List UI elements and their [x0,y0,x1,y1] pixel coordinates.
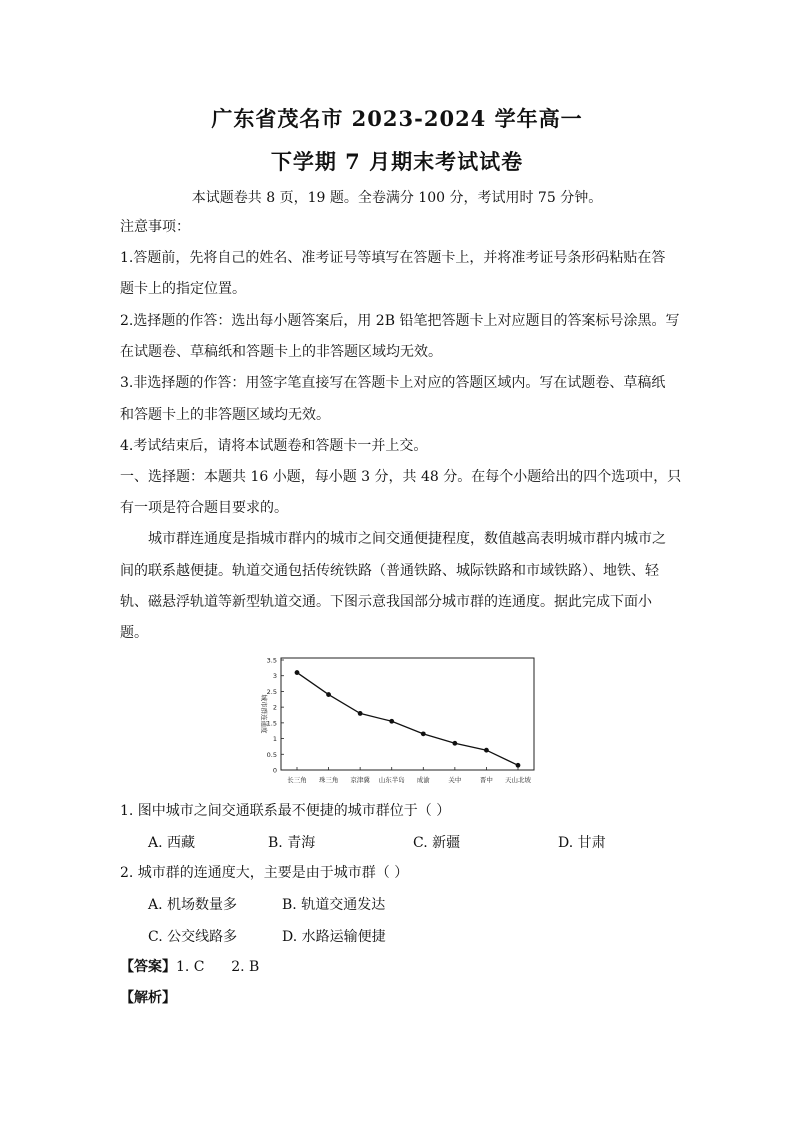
y-tick-label: 2.5 [266,687,277,696]
note-line: 题卡上的指定位置。 [120,281,246,297]
note-line: 4.考试结束后，请将本试题卷和答题卡一并上交。 [120,438,428,454]
note-line: 1.答题前，先将自己的姓名、准考证号等填写在答题卡上，并将准考证号条形码粘贴在答 [120,250,666,266]
data-point [452,741,457,746]
data-point [295,670,300,675]
y-tick-label: 3 [272,672,277,681]
note-line: 和答题卡上的非答题区域均无效。 [120,407,330,423]
title-line-1: 广东省茂名市 2023-2024 学年高一 [211,106,583,131]
chart-frame [281,658,534,770]
passage-line: 城市群连通度是指城市群内的城市之间交通便捷程度，数值越高表明城市群内城市之 [148,531,666,547]
data-point [389,719,394,724]
q1-option-d[interactable]: D. 甘肃 [558,835,606,851]
q1-option-c[interactable]: C. 新疆 [413,835,461,851]
x-tick-label: 成渝 [416,776,430,784]
notes-heading: 注意事项： [120,219,190,235]
question-2-stem: 2. 城市群的连通度大，主要是由于城市群（ ） [120,865,409,881]
note-line: 2.选择题的作答：选出每小题答案后，用 2B 铅笔把答题卡上对应题目的答案标号涂黑。写 [120,313,680,329]
q2-option-a[interactable]: A. 机场数量多 [148,897,238,913]
data-point [484,748,489,753]
y-tick-label: 0 [272,766,277,775]
y-tick-label: 3.5 [266,656,277,665]
title-line-2: 下学期 7 月期末考试试卷 [270,149,524,174]
data-point [358,711,363,716]
section-heading: 一、选择题：本题共 16 小题，每小题 3 分，共 48 分。在每个小题给出的四个选项中，只 [120,469,682,485]
data-point [516,763,521,768]
y-tick-label: 2 [272,703,277,712]
y-tick-label: 0.5 [266,750,277,759]
note-line: 在试题卷、草稿纸和答题卡上的非答题区域均无效。 [120,344,442,360]
y-axis-label: 城市群连通度 [260,694,268,734]
data-point [421,731,426,736]
q1-option-b[interactable]: B. 青海 [268,835,316,851]
q1-option-a[interactable]: A. 西藏 [148,835,196,851]
data-point [326,692,331,697]
y-tick-label: 1.5 [266,719,277,728]
question-1-stem: 1. 图中城市之间交通联系最不便捷的城市群位于（ ） [120,803,451,819]
x-tick-label: 关中 [448,776,462,784]
x-tick-label: 京津冀 [350,776,370,784]
exam-info: 本试题卷共 8 页，19 题。全卷满分 100 分，考试用时 75 分钟。 [191,190,603,206]
x-tick-label: 晋中 [479,776,493,784]
answer-value: 1. C 2. B [176,959,260,975]
q2-option-d[interactable]: D. 水路运输便捷 [282,929,386,945]
passage-line: 题。 [120,625,148,641]
answer-label: 【答案】 [120,959,176,975]
q2-option-c[interactable]: C. 公交线路多 [148,929,238,945]
x-tick-label: 长三角 [287,776,307,784]
section-heading: 有一项是符合题目要求的。 [120,500,288,516]
passage-line: 间的联系越便捷。轨道交通包括传统铁路（普通铁路、城际铁路和市域铁路）、地铁、轻 [120,563,659,579]
note-line: 3.非选择题的作答：用签字笔直接写在答题卡上对应的答题区域内。写在试题卷、草稿纸 [120,375,666,391]
passage-line: 轨、磁悬浮轨道等新型轨道交通。下图示意我国部分城市群的连通度。据此完成下面小 [120,594,652,610]
analysis-label: 【解析】 [120,990,176,1006]
y-tick-label: 1 [272,735,277,744]
q2-option-b[interactable]: B. 轨道交通发达 [282,897,386,913]
answer-row [120,957,259,977]
x-tick-label: 珠三角 [318,776,339,784]
x-tick-label: 天山北坡 [505,776,531,784]
x-tick-label: 山东半岛 [378,776,405,784]
connectivity-chart [250,652,550,788]
